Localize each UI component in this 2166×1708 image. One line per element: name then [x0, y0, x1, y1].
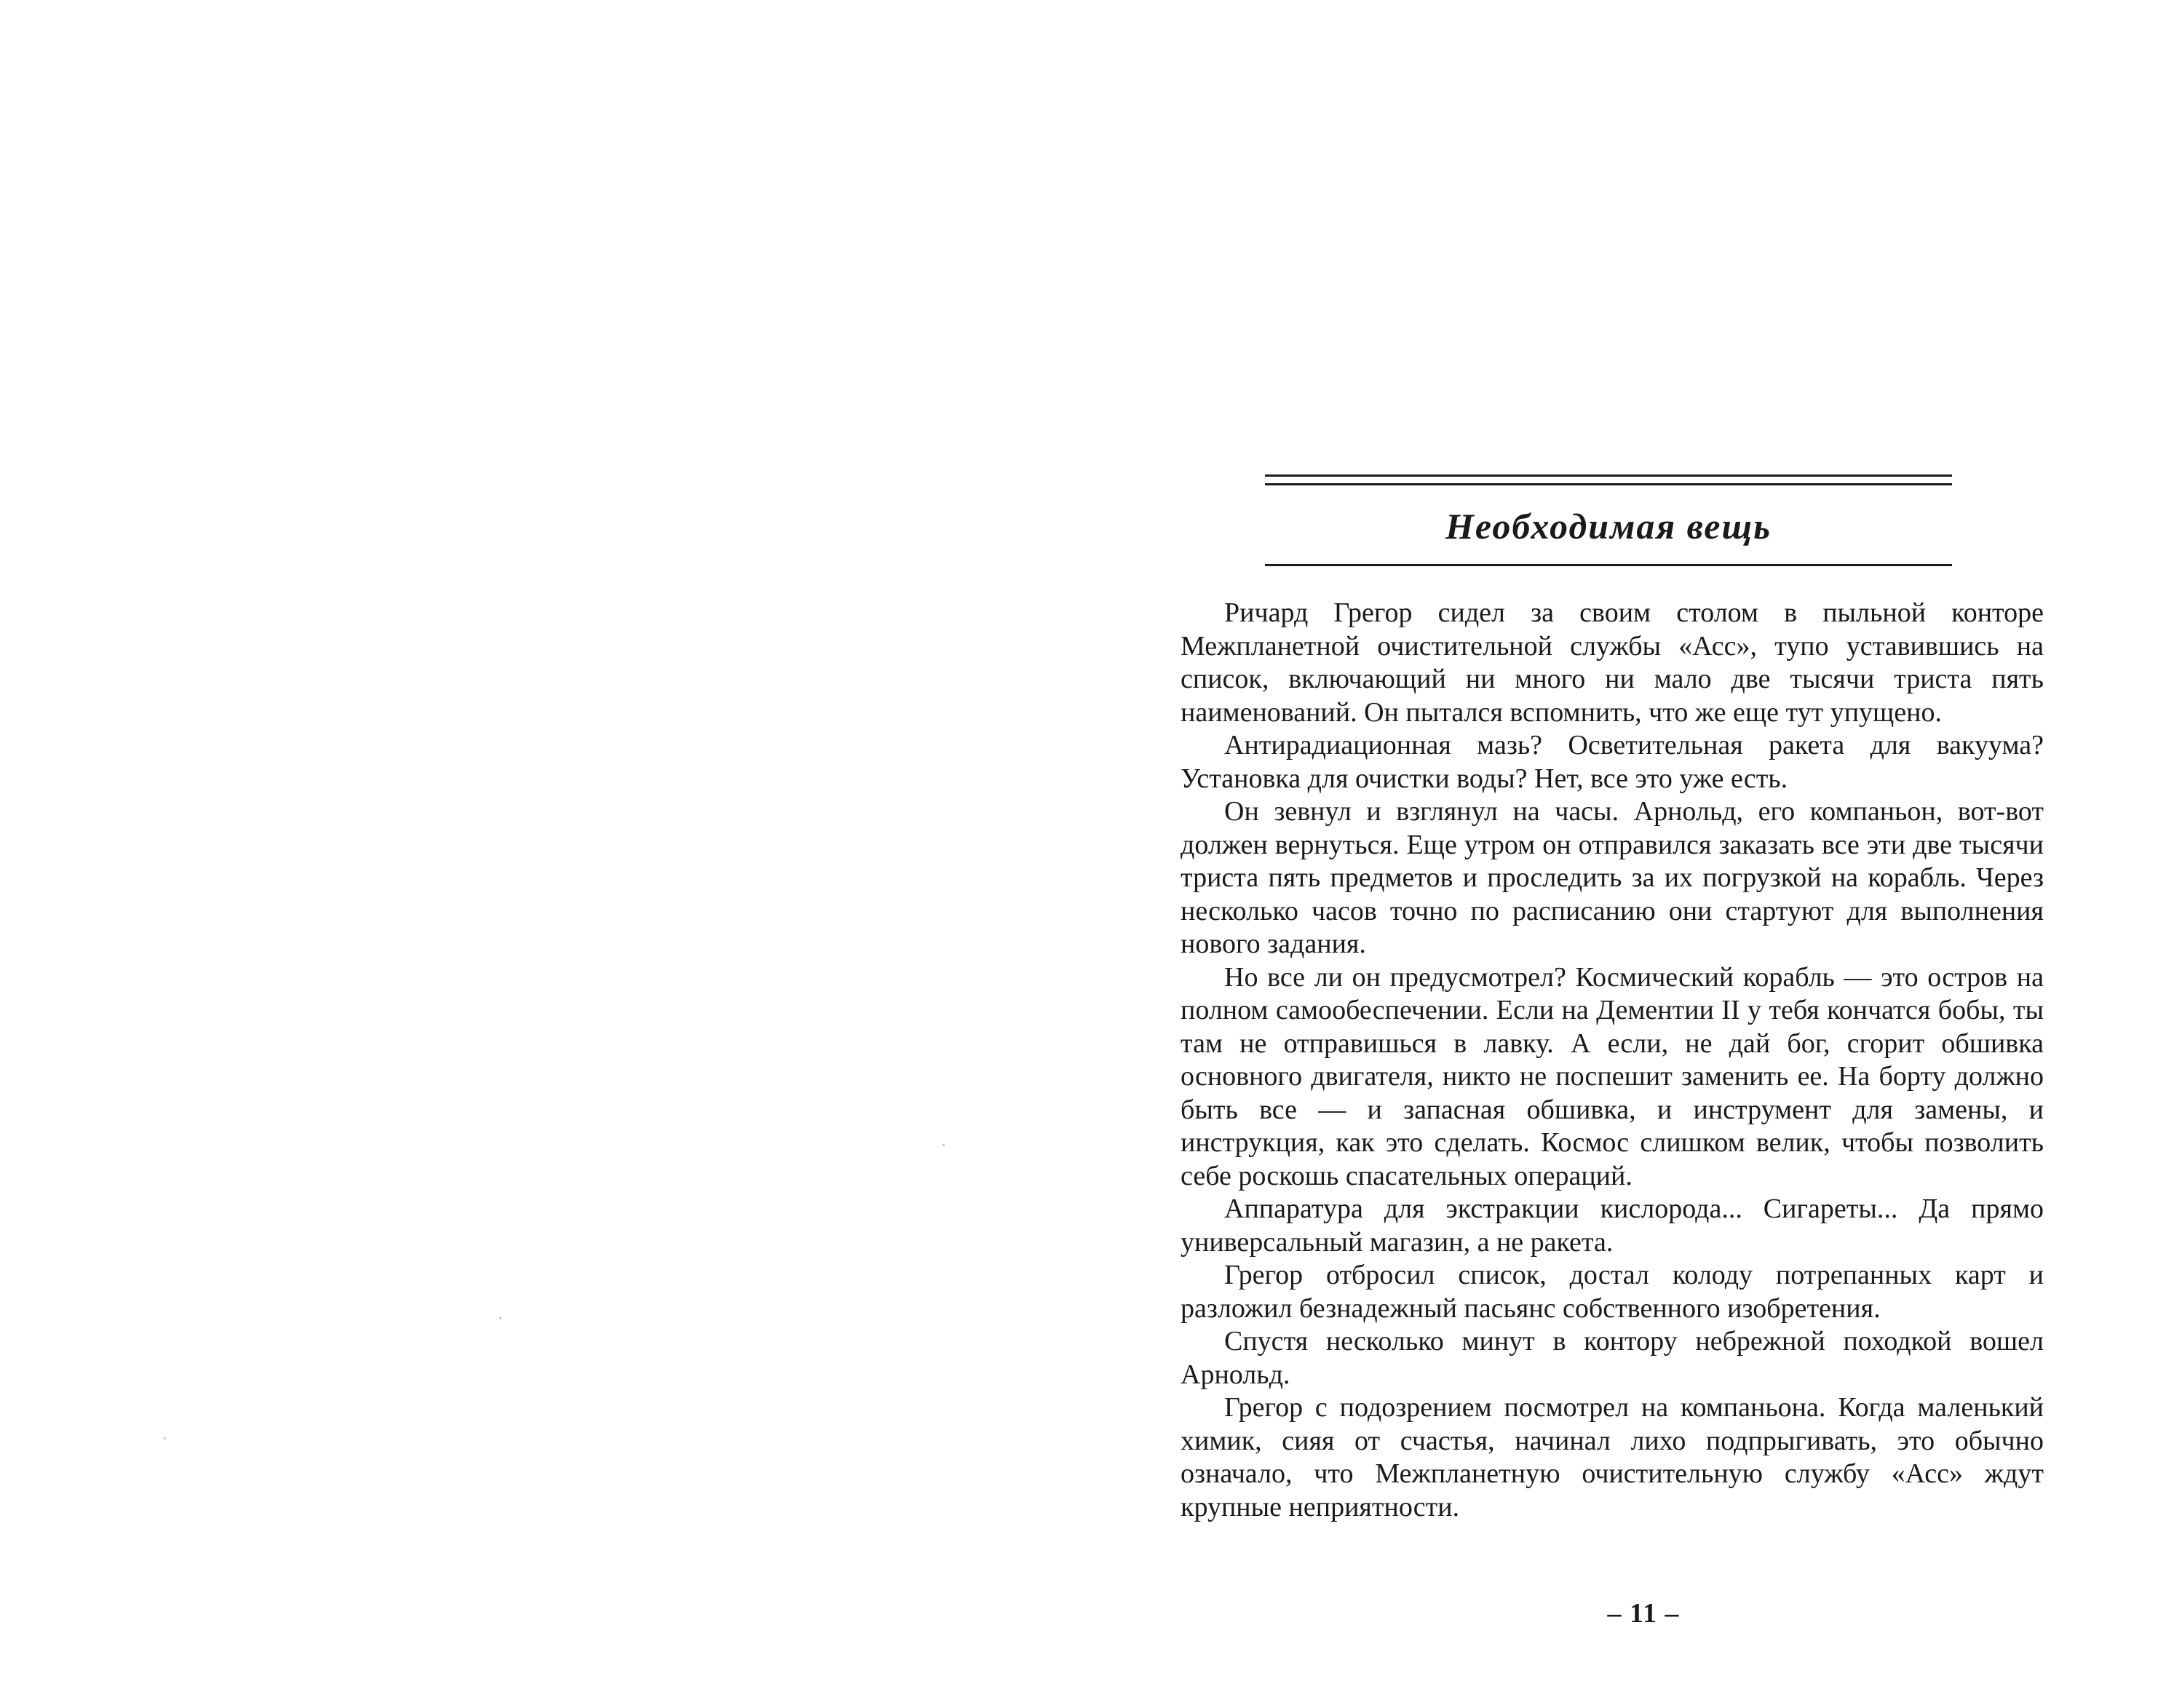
paragraph: Но все ли он предусмотрел? Космический корабль — это остров на полном самообеспечении. Если на Дементии II у тебя кончатся бобы, ты там не отправишься в лавку. А если, не дай бог, сгорит обшивка основного двигателя, никто не поспешит заменить ее. На борту должно быть все — и запасная обшивка, и инструмент для замены, и инструкция, как это сделать. Космос слишком велик, чтобы позволить себе роскошь спасательных операций. — [1181, 961, 2044, 1191]
paragraph: Спустя несколько минут в контору небрежной походкой вошел Арнольд. — [1181, 1326, 2044, 1390]
header-rule-second — [1265, 483, 1952, 485]
right-page — [1083, 0, 2166, 1708]
paragraph: Антирадиационная мазь? Осветительная ракета для вакуума? Установка для очистки воды? Нет, все это уже есть. — [1181, 730, 2044, 794]
paragraph: Аппаратура для экстракции кислорода... Сигареты... Да прямо универсальный магазин, а не ракета. — [1181, 1193, 2044, 1258]
chapter-body — [1181, 597, 2044, 1524]
paragraph: Грегор с подозрением посмотрел на компаньона. Когда маленький химик, сияя от счастья, начинал лихо подпрыгивать, это обычно означало, что Межпланетную очистительную службу «Асс» ждут крупные неприятности. — [1181, 1392, 2044, 1522]
paragraph: Грегор отбросил список, достал колоду потрепанных карт и разложил безнадежный пасьянс собственного изобретения. — [1181, 1260, 2044, 1324]
chapter-title: Необходимая вещь — [1445, 506, 1772, 547]
scan-speck — [499, 1317, 501, 1319]
scan-speck — [164, 1437, 166, 1439]
page-number: – 11 – — [1607, 1598, 1680, 1629]
chapter-header — [1265, 474, 1952, 566]
header-rule-bottom — [1265, 564, 1952, 566]
paragraph: Он зевнул и взглянул на часы. Арнольд, его компаньон, вот-вот должен вернуться. Еще утром он отправился заказать все эти две тысячи триста пять предметов и проследить за их погрузкой на корабль. Через несколько часов точно по расписанию они стартуют для выполнения нового задания. — [1181, 796, 2044, 959]
header-rule-top — [1265, 474, 1952, 477]
scan-speck — [943, 1144, 945, 1146]
paragraph: Ричард Грегор сидел за своим столом в пыльной конторе Межпланетной очистительной службы «Асс», тупо уставившись на список, включающий ни много ни мало две тысячи триста пять наименований. Он пытался вспомнить, что же еще тут упущено. — [1181, 597, 2044, 728]
